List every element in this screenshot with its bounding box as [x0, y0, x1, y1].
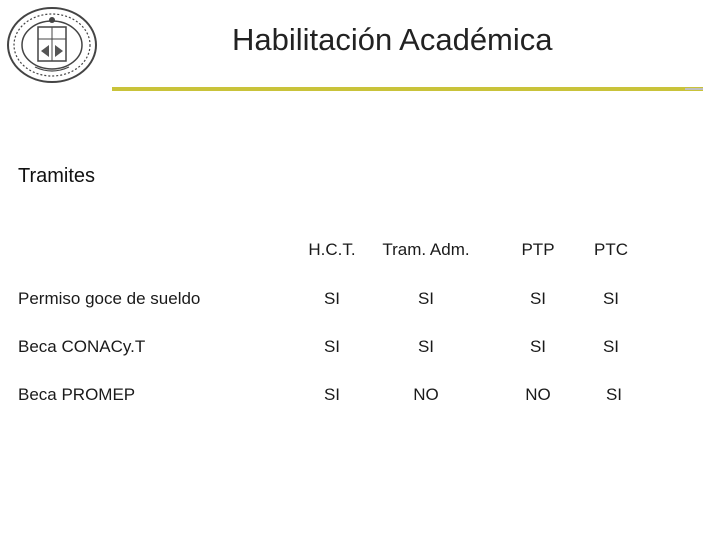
table-cell: SI	[605, 385, 623, 404]
title-divider-end	[685, 88, 703, 90]
table-cell: SI	[529, 289, 547, 308]
table-cell: SI	[417, 337, 435, 356]
column-header-tram-adm: Tram. Adm.	[382, 240, 470, 259]
table-cell: SI	[602, 289, 620, 308]
table-cell: SI	[323, 337, 341, 356]
row-label: Beca PROMEP	[18, 385, 136, 404]
column-header-hct: H.C.T.	[308, 240, 356, 259]
section-heading: Tramites	[18, 165, 96, 187]
column-header-ptp: PTP	[521, 240, 555, 259]
table-cell: NO	[413, 385, 439, 404]
table-cell: SI	[323, 289, 341, 308]
table-cell: SI	[323, 385, 341, 404]
title-divider	[112, 87, 703, 91]
table-cell: NO	[525, 385, 551, 404]
row-label: Permiso goce de sueldo	[18, 289, 201, 308]
table-cell: SI	[417, 289, 435, 308]
table-cell: SI	[529, 337, 547, 356]
page-title: Habilitación Académica	[232, 22, 553, 57]
row-label: Beca CONACy.T	[18, 337, 146, 356]
column-header-ptc: PTC	[594, 240, 628, 259]
table-cell: SI	[602, 337, 620, 356]
university-seal-logo	[5, 5, 100, 85]
